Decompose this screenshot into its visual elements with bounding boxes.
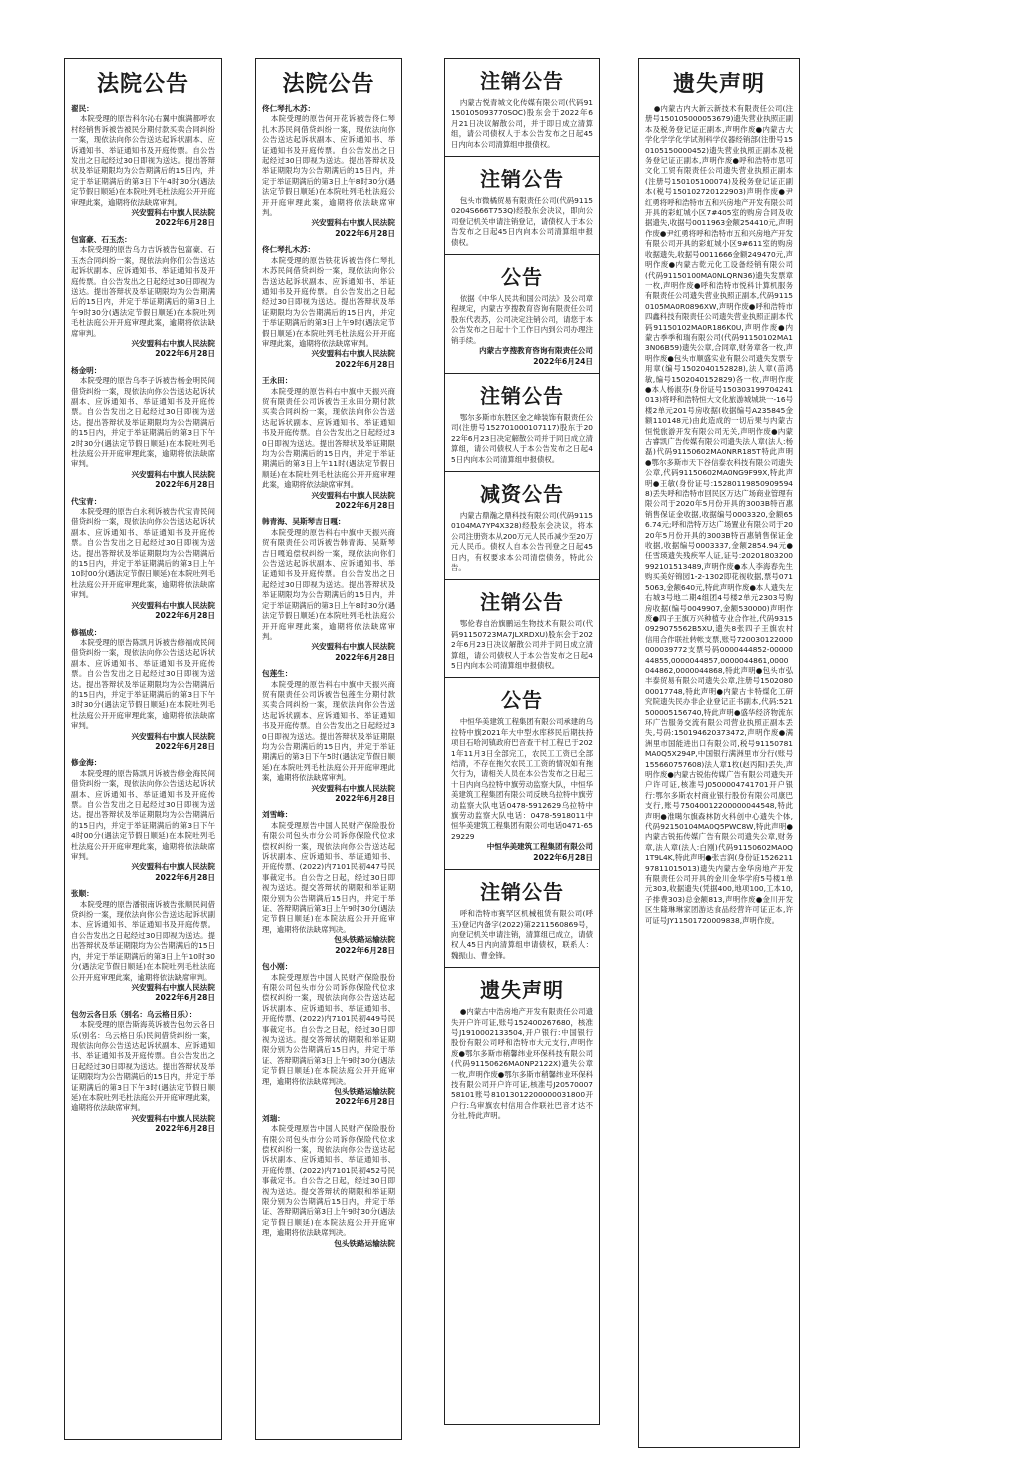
notice-body: 本院受理的原告乌李子诉被告杨金明民间借贷纠纷一案，现依法向你公告送达起诉状副本、应诉通知书、举证通知书及开庭传票。自公告发出之日起经过30日即视为送达。提出答辩状及举证期限均为公告期满后的15日内，并定于举证期满后的第3日下午2时30分(遇法定节假日顺延)在本院吐列毛杜法庭公开开庭审理此案，逾期将依法缺席审判。 <box>71 376 215 469</box>
notice-title: 注销公告 <box>480 880 564 905</box>
court-notice <box>262 517 395 663</box>
notice-title: 注销公告 <box>480 383 564 408</box>
notice-body: 本院受理原告中国人民财产保险股份有限公司包头市分公司诉你保险代位求偿权纠纷一案，现依法向你公告送达起诉状副本、应诉通知书、举证通知书、开庭传票、(2022)内7101民初452号民事裁定书。自公告之日起，经过30日即视为送达。提交答辩状的期限和举证期限分别为公告期满后15日内，并定于举证、答辩期满后第3日上午9时30分(遇法定节假日顺延)在本院法庭公开开庭审理，逾期将依法缺席判决。 <box>262 1124 395 1238</box>
notice-list <box>262 104 395 1249</box>
notice-body: 本院受理的原告乌力吉诉被告包富豪、石玉杰合同纠纷一案，现依法向你们公告送达起诉状副本、应诉通知书、举证通知书及开庭传票。自公告发出之日起经过30日即视为送达。提出答辩状及举证期限均为公告期满后的15日内，并定于举证期满后的第3日上午9时30分(遇法定节假日顺延)在本院吐列毛杜法庭公开开庭审理此案，逾期将依法缺席审判。 <box>71 245 215 338</box>
notice-body: 本院受理的原告陈凯月诉被告修福成民间借贷纠纷一案，现依法向你公告送达起诉状副本、应诉通知书、举证通知书及开庭传票。自公告发出之日起经过30日即视为送达。提出答辩状及举证期限均为公告期满后的15日内，并定于举证期满后的第3日下午3时30分(遇法定节假日顺延)在本院吐列毛杜法庭公开开庭审理此案，逾期将依法缺席审判。 <box>71 637 215 731</box>
notice-block <box>445 254 599 367</box>
notice-court: 兴安盟科右中旗人民法院 <box>131 208 215 218</box>
notice-party: 佟仁琴扎木苏： <box>262 104 316 113</box>
notice-body: 本院受理的原告潘银南诉被告张顺民间借贷纠纷一案，现依法向你公告送达起诉状副本、应诉通知书、举证通知书及开庭传票。自公告发出之日起经过30日即视为送达。提出答辩状及举证期限均为公告期满后的15日内，并定于举证期满后的第3日上午10时30分(遇法定节假日顺延)在本院吐列毛杜法庭公开开庭审理此案，逾期将依法缺席审判。 <box>71 899 215 982</box>
notice-court: 兴安盟科右中旗人民法院 <box>311 642 395 652</box>
notice-title: 公告 <box>501 265 543 290</box>
notice-party: 包勿云各日乐（别名：乌云格日乐）： <box>71 1009 197 1019</box>
court-notice <box>71 628 215 753</box>
notice-block <box>445 65 599 150</box>
notice-party: 刘瑞： <box>262 1113 285 1123</box>
court-notice <box>71 1010 215 1135</box>
notice-body: 本院受理的原告科右中旗中天振兴商贸有限责任公司诉被告王永田分期付款买卖合同纠纷一案，现依法向你公告送达起诉状副本、应诉通知书、举证通知书及开庭传票。自公告发出之日起经过30日即视为送达。提出答辩状及举证期限均为公告期满后的15日内，并定于举证期满后的第3日上午11时(遇法定节假日顺延)在本院吐列毛杜法庭公开开庭审理此案，逾期将依法缺席审判。 <box>262 386 395 490</box>
notice-signature: 内蒙古亨搜教育咨询有限责任公司 <box>479 346 593 356</box>
notice-block <box>445 471 599 573</box>
notice-body: 本院受理的原告斯海英诉被告包勿云各日乐(别名：乌云格日乐)民间借贷纠纷一案，现依法向你公告送达起诉状副本、应诉通知书、举证通知书及开庭传票。自公告发出之日起经过30日即视为送达。提出答辩状及举证期限均为公告期满后的15日内，并定于举证期满后的第3日下午3时(遇法定节假日顺延)在本院吐列毛杜法庭公开开庭审理此案，逾期将依法缺席审判。 <box>71 1020 215 1113</box>
notice-party: 代宝青： <box>71 496 102 506</box>
notice-date: 2022年6月28日 <box>533 852 593 862</box>
notice-court: 包头铁路运输法院 <box>334 935 395 945</box>
notice-court: 兴安盟科右中旗人民法院 <box>131 1113 215 1123</box>
notice-court: 包头铁路运输法院 <box>334 1238 395 1248</box>
notice-party: 翟民： <box>71 104 94 113</box>
court-notice <box>262 669 395 804</box>
notice-block <box>445 579 599 671</box>
notice-party: 杨金明： <box>71 365 102 375</box>
notice-party: 佟仁琴扎木苏： <box>262 245 316 255</box>
notice-party: 包小刚： <box>262 962 293 972</box>
notice-date: 2022年6月28日 <box>335 794 395 803</box>
notice-court: 兴安盟科右中旗人民法院 <box>131 469 215 479</box>
court-notice <box>262 245 395 370</box>
lost-item-list <box>645 104 793 926</box>
notice-court: 兴安盟科右中旗人民法院 <box>311 783 395 793</box>
notice-title: 注销公告 <box>480 69 564 93</box>
court-notice <box>262 376 395 511</box>
court-notice <box>71 497 215 622</box>
notice-title: 注销公告 <box>480 167 564 192</box>
notice-text <box>451 511 593 573</box>
notice-date: 2022年6月28日 <box>335 945 395 955</box>
court-notice-column-1 <box>64 58 222 1440</box>
court-notice <box>71 889 215 1003</box>
notice-body: 本院受理的原告陈凯月诉被告修金海民间借贷纠纷一案，现依法向你公告送达起诉状副本、应诉通知书、举证通知书及开庭传票。自公告发出之日起经过30日即视为送达。提出答辩状及举证期限均为公告期满后的15日内，并定于举证期满后的第3日下午4时00分(遇法定节假日顺延)在本院吐列毛杜法庭公开开庭审理此案，逾期将依法缺席审判。 <box>71 768 215 862</box>
notice-party: 包莲生： <box>262 669 293 679</box>
notice-body: 本院受理的原告铁花诉被告佟仁琴扎木苏民间借贷纠纷一案，现依法向你公告送达起诉状副本、应诉通知书、举证通知书及开庭传票。自公告发出之日起经过30日即视为送达。提出答辩状及举证期限均为公告期满后的15日内，并定于举证期满后的第3日上午9时(遇法定节假日顺延)在本院吐列毛杜法庭公开开庭审理此案，逾期将依法缺席审判。 <box>262 255 395 348</box>
notice-party: 修金海： <box>71 758 102 768</box>
column-title: 遗失声明 <box>672 71 765 97</box>
notice-body: ●内蒙古中浩房地产开发有限责任公司遗失开户许可证,账号152400267680，核准号J1910002133504,开户银行:中国银行股份有限公司呼和浩特市大元支行,声明作废●鄂尔多斯市稍馨纬业环保科技有限公司(代码91150626MA0NP2122X)遗失公章一枚,声明作废●鄂尔多斯市稍馨纬业环保科技有限公司开户许可证,核准号J2057000758101账号81013012200000031800开户行:乌审旗农村信用合作联社巴音才达不分社,特此声明。 <box>451 1007 593 1121</box>
notice-date: 2022年6月28日 <box>335 652 395 662</box>
notice-list <box>71 104 215 1135</box>
notice-party: 刘雪峰： <box>262 810 293 820</box>
notice-body: 内蒙古鼎瀚之鼎科技有限公司(代码91150104MA7YP4X328)经股东会决议，将本公司注册资本从200万元人民币减少至20万元人民币。债权人自本公告刊登之日起45日内，有权要求本公司清偿债务，特此公告。 <box>451 510 593 572</box>
notice-title: 减资公告 <box>480 481 564 506</box>
notice-court: 包头铁路运输法院 <box>334 1086 395 1096</box>
notice-date: 2022年6月28日 <box>335 501 395 511</box>
notice-text <box>451 413 593 465</box>
notice-body: 本院受理的原告科尔沁右翼中旗满都呼农村经销售诉被告被民分期付款买卖合同纠纷一案，现依法向你公告送达起诉状副本、应诉通知书、举证通知书及开庭传票。自公告发出之日起经过30日即视为送达。提出答辩状及举证期限均为公告期满后的15日内，并定于举证期满后的第3日下午4时30分(遇法定节假日顺延)在本院吐列毛杜法庭公开开庭审理此案，逾期将依法缺席审判。 <box>71 114 215 207</box>
notice-date: 2022年6月28日 <box>155 1124 215 1134</box>
notice-court: 兴安盟科右中旗人民法院 <box>131 731 215 741</box>
notice-title: 公告 <box>501 688 543 713</box>
notice-date: 2022年6月28日 <box>155 741 215 751</box>
lost-declaration-column <box>638 58 800 1448</box>
notice-party: 修福成： <box>71 627 102 637</box>
court-notice <box>71 758 215 883</box>
notice-date: 2022年6月28日 <box>155 349 215 359</box>
notice-body: 中恒华美建筑工程集团有限公司承建的乌拉特中旗2021年大中型水库移民后期扶持项目石哈河镇政府巴音查干村工程已于2021年11月3日全部完工，农民工工资已全部结清，不存在拖欠农民工工资的情况如有拖欠行为，请相关人员在本公告发布之日起三十日内向乌拉特中旗劳动监察大队，中恒华美建筑工程集团有限公司反映乌拉特中旗劳动监察大队电话0478-5912629乌拉特中旗劳动监察大队电话：0478-5918011中恒华美建筑工程集团有限公司电话0471-6529229 <box>451 717 593 841</box>
notice-party: 王永田： <box>262 376 293 386</box>
notice-title: 注销公告 <box>480 590 564 615</box>
notice-body: 本院受理原告中国人民财产保险股份有限公司包头市分公司诉你保险代位求偿权纠纷一案，现依法向你公告送达起诉状副本、应诉通知书、举证通知书、开庭传票、(2022)内7101民初449号民事裁定书。自公告之日起，经过30日即视为送达。提交答辩状的期限和举证期限分别为公告期满后15日内，并定于举证、答辩期满后第3日上午9时30分(遇法定节假日顺延)在本院法庭公开开庭审理，逾期将依法缺席判决。 <box>262 972 395 1086</box>
notice-block <box>445 967 599 1121</box>
court-notice <box>71 235 215 360</box>
notice-court: 兴安盟科右中旗人民法院 <box>131 338 215 348</box>
notice-court: 兴安盟科右中旗人民法院 <box>311 349 395 359</box>
notice-body: 本院受理的原告科右中旗中天振兴商贸有限责任公司诉被告韩青海、吴斯琴吉日嘎追偿权纠纷一案，现依法向你们公告送达起诉状副本、应诉通知书、举证通知书及开庭传票。自公告发出之日起经过30日即视为送达。提出答辩状及举证期限均为公告期满后的15日内，并定于举证期满后的第3日上午8时30分(遇法定节假日顺延)在本院吐列毛杜法庭公开开庭审理此案，逾期将依法缺席审判。 <box>262 527 395 641</box>
company-notice-column <box>444 58 600 1425</box>
court-notice <box>71 104 215 229</box>
notice-date: 2022年6月28日 <box>335 228 395 238</box>
notice-block <box>445 156 599 248</box>
notice-text <box>451 619 593 671</box>
notice-party: 韩青海、吴斯琴吉日嘎： <box>262 517 346 527</box>
notice-court: 兴安盟科右中旗人民法院 <box>311 490 395 500</box>
notice-body: 内蒙古悦青城文化传媒有限公司(代码91150105093770SOC)股东会于2022年6月21日决议解散公司，并于即日成立清算组，请公司债权人于本公告发布之日起45日内向本公司清算组申报债权。 <box>451 98 593 149</box>
notice-court: 兴安盟科右中旗人民法院 <box>131 982 215 992</box>
notice-signature: 中恒华美建筑工程集团有限公司 <box>486 842 593 852</box>
notice-date: 2022年6月28日 <box>155 218 215 228</box>
notice-date: 2022年6月28日 <box>155 993 215 1003</box>
court-notice <box>262 810 395 956</box>
notice-court: 兴安盟科右中旗人民法院 <box>311 218 395 228</box>
notice-body: 鄂伦春自治旗鹏运生物技术有限公司(代码91150723MA7JLXRDXU)股东会于2022年6月23日决议解散公司并于同日成立清算组，请公司债权人于本公告发布之日起45日内向本公司清算组申报债权。 <box>451 619 593 670</box>
notice-text <box>451 717 593 863</box>
court-notice-column-2 <box>255 58 402 1440</box>
notice-body: 鄂尔多斯市东胜区金之峰装饰有限责任公司(注册号152701000107117)股东于2022年6月23日决定解散公司并于同日成立清算组，请公司债权人于本公告发布之日起45日内向本公司清算组申报债权。 <box>451 412 593 464</box>
court-notice <box>262 104 395 239</box>
notice-date: 2022年6月24日 <box>533 356 593 366</box>
court-notice <box>262 1114 395 1249</box>
notice-body: 本院受理的原告何开花诉被告佟仁琴扎木苏民间借贷纠纷一案，现依法向你公告送达起诉状副本、应诉通知书、举证通知书及开庭传票。自公告发出之日起经过30日即视为送达。提出答辩状及举证期限均为公告期满后的15日内，并定于举证期满后的第3日上午8时30分(遇法定节假日顺延)在本院吐列毛杜法庭公开开庭审理此案，逾期将依法缺席审判。 <box>262 114 395 218</box>
court-notice <box>262 962 395 1108</box>
notice-date: 2022年6月28日 <box>155 611 215 621</box>
column-title: 法院公告 <box>96 71 189 97</box>
notice-block-list <box>451 65 593 1122</box>
notice-text <box>451 196 593 248</box>
column-title: 法院公告 <box>282 71 375 97</box>
notice-title: 遗失声明 <box>480 978 564 1003</box>
notice-body: 包头市微橘贸易有限责任公司(代码91150204S666T753Q)经股东会决议，即向公司登记机关申请注销登记，请债权人于本公告发布之日起45日内向本公司清算组申报债权。 <box>451 196 593 247</box>
notice-block <box>445 373 599 465</box>
notice-date: 2022年6月28日 <box>155 480 215 490</box>
notice-court: 兴安盟科右中旗人民法院 <box>131 862 215 872</box>
court-notice <box>71 366 215 491</box>
notice-body: 本院受理的原告白永利诉被告代宝青民间借贷纠纷一案，现依法向你公告送达起诉状副本、应诉通知书、举证通知书及开庭传票。自公告发出之日起经过30日即视为送达。提出答辩状及举证期限均为公告期满后的15日内，并定于举证期满后的第3日上午10时00分(遇法定节假日顺延)在本院吐列毛杜法庭公开开庭审理此案，逾期将依法缺席审判。 <box>71 507 215 600</box>
notice-body: 依据《中华人民共和国公司法》及公司章程规定，内蒙古亨搜教育咨询有限责任公司股东代表苏，公司决定注销公司，请您于本公告发布之日起十个工作日内到公司办理注销手续。 <box>451 294 593 345</box>
notice-body: 本院受理原告中国人民财产保险股份有限公司包头市分公司诉你保险代位求偿权纠纷一案，现依法向你公告送达起诉状副本、应诉通知书、举证通知书、开庭传票、(2022)内7101民初447号民事裁定书。自公告之日起，经过30日即视为送达。提交答辩状的期限和举证期限分别为公告期满后15日内，并定于举证、答辩期满后第3日上午9时30分(遇法定节假日顺延)在本院法庭公开开庭审理，逾期将依法缺席判决。 <box>262 820 395 934</box>
notice-body: 本院受理的原告科右中旗中天振兴商贸有限责任公司诉被告包莲生分期付款买卖合同纠纷一案，现依法向你公告送达起诉状副本、应诉通知书、举证通知书及开庭传票。自公告发出之日起经过30日即视为送达。提出答辩状及举证期限均为公告期满后的15日内，并定于举证期满后的第3日下午5时(遇法定节假日顺延)在本院吐列毛杜法庭公开开庭审理此案，逾期将依法缺席审判。 <box>262 679 395 783</box>
notice-text <box>451 294 593 367</box>
notice-text <box>451 98 593 150</box>
notice-block <box>445 677 599 863</box>
lost-item-text: ●内蒙古内大新云新技术有限责任公司(注册号150105000053679)遗失营业执照正副本及税务登记证正副本,声明作废●内蒙古大学化学学化学试剂科学仪器经销部(注册号150105150000452)遗失营业执照正副本及税务登记证正副本,声明作废●呼和浩特市思可文化工贸有限责任公司遗失营业执照正副本(注册号150105100074)及税务登记证正副本(税号150102720122903)声明作废●尹红勇将呼和浩特市五和兴房地产开发有限公司开具的彩虹城小区7#405室的购房合同及收据遗失,收据号0011963金额254410元,声明作废●尹红勇将呼和浩特市五和兴房地产开发有限公司开具的彩虹城小区9#611室的购房收据遗失,收据号0011666金额249470元,声明作废●内蒙古乾元化工设备经销有限公司(代码91150100MA0NLQRN36)遗失发票章一枚,声明作废●呼和浩特市悦科计算机服务有限责任公司遗失营业执照正副本,代码91150105MA0R0896XW,声明作废●呼和浩特市四鑫科技有限责任公司遗失营业执照正副本代码91150102MA0R186K0U,声明作废●内蒙古季季和瑞有限公司(代码91150102MA13N06B59)遗失公章,合同章,财务章各一枚,声明作废●包头市顺盛实业有限公司遗失发票专用章(编号1502040152828),法人章(苗鸿敏,编号1502040152829)各一枚,声明作废●本人杨淑芬(身份证号150303199704241013)将呼和浩特恒大文化旅游城城块一-16号楼2单元201号房收据(收据编号A235845金额110148元)由此造成的一切后果与内蒙古恒悦旅游开发有限公司无关,声明作废●内蒙古睿凯广告传媒有限公司遗失法人章(法人:杨磊)代码91150602MA0NRR185T特此声明●鄂尔多斯市天下谷信泰农科技有限公司遗失公章,代码91150602MA0NG9F99X,特此声明●王敏(身份证号:152801198509095948)丢失呼和浩特市回民区万达广场商业管理有限公司于2020年5月份开具的3003B特百惠销售保证金收据,收据编号0003320,金额656.74元;呼和浩特万达广场置业有限公司于2020年5月份开具的3003B特百惠销售保证金收据,收据编号0003337,金额2854.94元●任雪瑛遗失残疾军人证,证号:20201803200992101513489,声明作废●本人李海春先生购买美好锦园1-2-1302即花视收据,票号0715063,金额640元,特此声明作废●本人遗失左右城3号地二期4组团4号楼2单元2303号购房收据(编号0049907,金额530000)声明作废●四子王旗万兴种植专业合作社,代码93150929075562B5XU,遗失8张四子王旗农村信用合作联社转帐支票,账号720030122000000039772支票号码0000444852-0000044855,0000044857,0000044861,0000044862,0000044868,特此声明●包头市弘丰泰贸易有限公司遗失公章,注册号150208000017748,特此声明●内蒙古卡特煤化工研究院遗失民办非企业登记正书副本,代码:521500005156740,特此声明●盛华经济物流东环广告服务交流有限公司营业执照正副本丢失,号码:150194620373472,声明作废●满洲里市国能进出口有限公司,税号91150781MA0Q5X294P,中国银行满洲里市分行(账号155660757608)法人章1枚(赵丙阳)丢失,声明作废●内蒙古锐佑传媒广告有限公司遗失开户许可证,核准号J0500004741701开户银行:鄂尔多斯农村商业银行股份有限公司康巴支行,账号75040012200000044548,特此声明●准噶尔旗森林防火科创中心遗失个体,代码92150104MA0Q5PWC8W,特此声明●内蒙古锐拓传媒广告有限公司遗失公章,财务章,法人章(法人:白刚)代码91150602MA0Q1T9L4K,特此声明●张吉润(身份证152621197811015013)遗失内蒙古金华房地产开发有限责任公司开具的金川金华学府5号楼1单元303,收据遗失(凭据400,地项100,工本10,子排费303)总金额813,声明作废●金川开发区生隆琳琳家团游达食品经营许可证正本,许可证号JY11501720009838,声明作废。 <box>645 104 794 925</box>
notice-block <box>445 869 599 961</box>
notice-date: 2022年6月28日 <box>335 1097 395 1107</box>
notice-text <box>451 1007 593 1121</box>
notice-party: 张顺： <box>71 889 94 899</box>
notice-text <box>451 909 593 961</box>
notice-date: 2022年6月28日 <box>155 872 215 882</box>
notice-body: 呼和浩特市赛罕区机械租赁有限公司(呼玉)登记内备字(2022)第2211560869号，向登记机关申请注销，清算组已成立，请债权人45日内向清算组申请债权，联系人：魏振山、曹金锋。 <box>451 909 593 960</box>
notice-date: 2022年6月28日 <box>335 359 395 369</box>
notice-party: 包富豪、石玉杰： <box>71 234 132 244</box>
notice-court: 兴安盟科右中旗人民法院 <box>131 600 215 610</box>
